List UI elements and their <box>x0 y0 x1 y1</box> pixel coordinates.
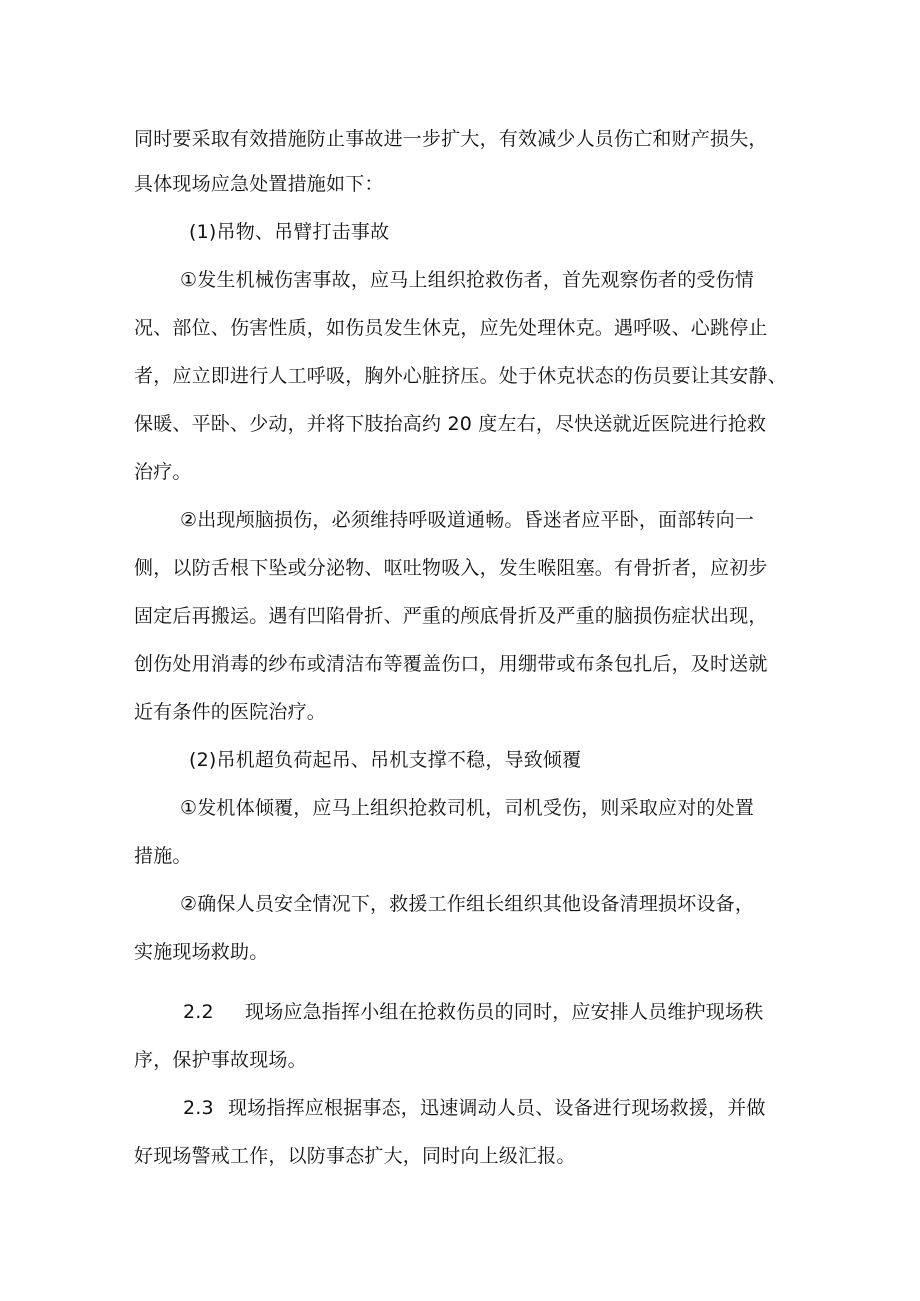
text-line-11: 固定后再搬运。遇有凹陷骨折、严重的颅底骨折及严重的脑损伤症状出现， <box>134 605 768 627</box>
section-2-2-number: 2.2 <box>183 1001 214 1023</box>
text-line-1: 同时要采取有效措施防止事故进一步扩大，有效减少人员伤亡和财产损失， <box>134 128 768 150</box>
section-2-3-number: 2.3 <box>183 1097 214 1119</box>
text-line-20: 序，保护事故现场。 <box>134 1049 307 1071</box>
text-line-4: ①发生机械伤害事故，应马上组织抢救伤者，首先观察伤者的受伤情 <box>180 269 755 291</box>
subheading-1: (1)吊物、吊臂打击事故 <box>189 221 390 243</box>
subheading-2: (2)吊机超负荷起吊、吊机支撑不稳，导致倾覆 <box>189 749 582 771</box>
text-line-6: 者，应立即进行人工呼吸，胸外心脏挤压。处于休克状态的伤员要让其安静、 <box>134 365 787 387</box>
text-line-8: 治疗。 <box>134 461 192 483</box>
text-line-10: 侧，以防舌根下坠或分泌物、呕吐物吸入，发生喉阻塞。有骨折者，应初步 <box>134 557 768 579</box>
text-line-13: 近有条件的医院治疗。 <box>134 701 327 723</box>
text-line-2: 具体现场应急处置措施如下： <box>134 173 384 195</box>
text-line-12: 创伤处用消毒的纱布或清洁布等覆盖伤口，用绷带或布条包扎后，及时送就 <box>134 653 768 675</box>
text-line-21: 现场指挥应根据事态，迅速调动人员、设备进行现场救援，并做 <box>228 1097 766 1119</box>
text-line-17: ②确保人员安全情况下，救援工作组长组织其他设备清理损坏设备， <box>180 893 755 915</box>
text-line-5: 况、部位、伤害性质，如伤员发生休克，应先处理休克。遇呼吸、心跳停止 <box>134 317 768 339</box>
text-line-7: 保暖、平卧、少动，并将下肢抬高约 20 度左右，尽快送就近医院进行抢救 <box>134 413 767 435</box>
text-line-9: ②出现颅脑损伤，必须维持呼吸道通畅。昏迷者应平卧，面部转向一 <box>180 509 755 531</box>
text-line-22: 好现场警戒工作，以防事态扩大，同时向上级汇报。 <box>134 1145 576 1167</box>
text-line-19: 现场应急指挥小组在抢救伤员的同时，应安排人员维护现场秩 <box>245 1001 764 1023</box>
text-line-15: ①发机体倾覆，应马上组织抢救司机，司机受伤，则采取应对的处置 <box>180 797 755 819</box>
text-line-16: 措施。 <box>134 845 192 867</box>
text-line-18: 实施现场救助。 <box>134 941 269 963</box>
